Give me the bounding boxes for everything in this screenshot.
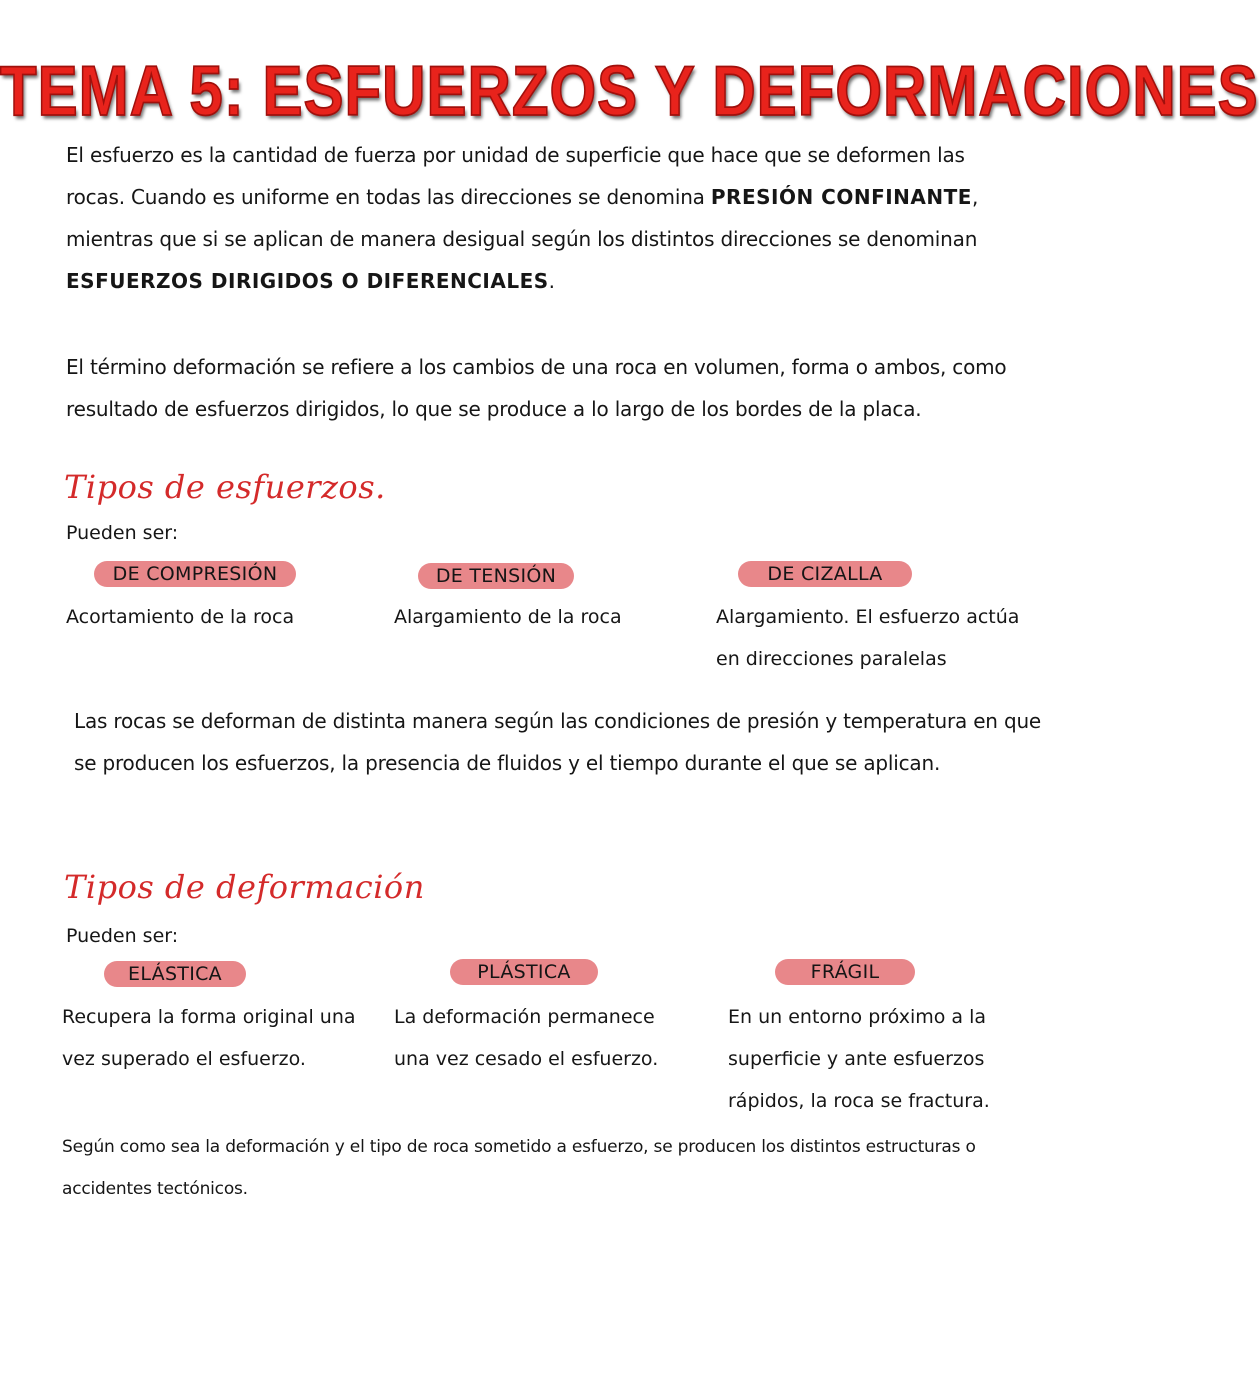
deformation-types-heading: Tipos de deformación bbox=[64, 868, 425, 906]
plastic-label: PLÁSTICA bbox=[450, 959, 598, 985]
elastic-description: Recupera la forma original una vez superado el esfuerzo. bbox=[62, 1006, 356, 1070]
tension-description: Alargamiento de la roca bbox=[394, 606, 622, 628]
stress-definition-text: El esfuerzo es la cantidad de fuerza por unidad de superficie que hace que se deformen las rocas. Cuando es uniforme en todas las direcciones se denomina bbox=[66, 143, 965, 209]
tension-label: DE TENSIÓN bbox=[418, 563, 574, 589]
deformation-types-intro: Pueden ser: bbox=[66, 925, 179, 947]
tectonic-structures-note: Según como sea la deformación y el tipo de roca sometido a esfuerzo, se producen los distintos estructuras o accidentes tectónicos. bbox=[62, 1137, 976, 1199]
page-title: TEMA 5: ESFUERZOS Y DEFORMACIONES bbox=[0, 51, 1259, 131]
stress-definition-paragraph bbox=[66, 134, 1026, 302]
shear-description: Alargamiento. El esfuerzo actúa en direcciones paralelas bbox=[716, 606, 1020, 670]
stress-types-intro: Pueden ser: bbox=[66, 522, 179, 544]
deformation-definition-paragraph: El término deformación se refiere a los cambios de una roca en volumen, forma o ambos, como resultado de esfuerzos dirigidos, lo que se produce a lo largo de los bordes de la placa. bbox=[66, 355, 1007, 421]
brittle-label: FRÁGIL bbox=[775, 959, 915, 985]
brittle-description: En un entorno próximo a la superficie y ante esfuerzos rápidos, la roca se fractura. bbox=[728, 1006, 990, 1112]
confining-pressure-term: PRESIÓN CONFINANTE bbox=[710, 185, 972, 209]
stress-types-heading: Tipos de esfuerzos. bbox=[64, 468, 386, 506]
compression-label: DE COMPRESIÓN bbox=[94, 561, 296, 587]
directed-stress-term: ESFUERZOS DIRIGIDOS O DIFERENCIALES bbox=[66, 269, 549, 293]
stress-definition-text-2: , mientras que si se aplican de manera desigual según los distintos direcciones se denominan bbox=[66, 185, 979, 251]
elastic-label: ELÁSTICA bbox=[104, 961, 246, 987]
plastic-description: La deformación permanece una vez cesado el esfuerzo. bbox=[394, 1006, 659, 1070]
shear-label: DE CIZALLA bbox=[738, 561, 912, 587]
compression-description: Acortamiento de la roca bbox=[66, 606, 295, 628]
stress-conditions-note: Las rocas se deforman de distinta manera según las condiciones de presión y temperatura en que se producen los esfuerzos, la presencia de fluidos y el tiempo durante el que se aplican. bbox=[74, 709, 1042, 775]
stress-definition-end: . bbox=[548, 269, 555, 293]
